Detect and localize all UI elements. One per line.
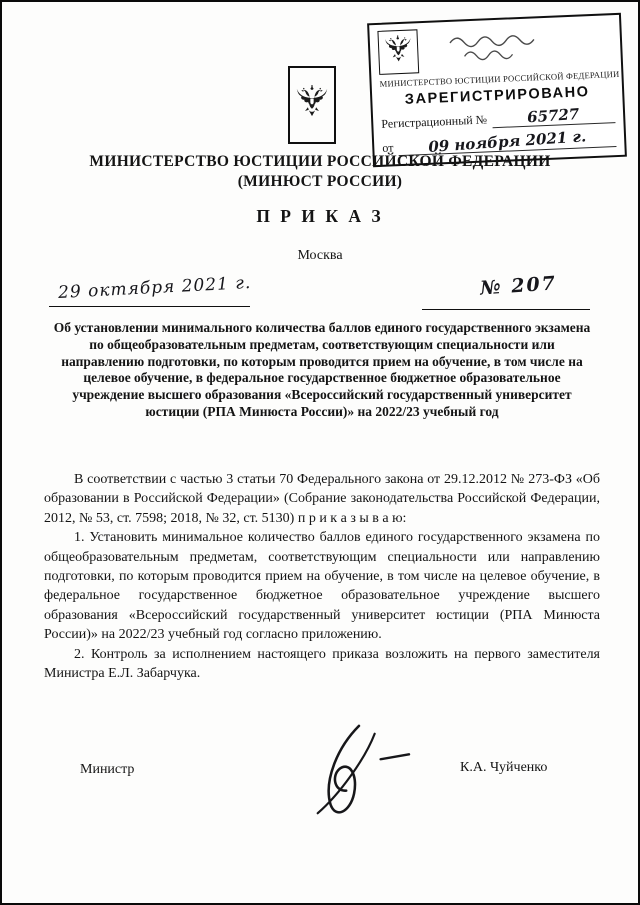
document-issuer-heading bbox=[2, 152, 638, 191]
stamp-header-row bbox=[377, 21, 613, 75]
handwritten-issue-date: 29 октября 2021 г. bbox=[57, 272, 252, 304]
issuer-line1: МИНИСТЕРСТВО ЮСТИЦИИ РОССИЙСКОЙ ФЕДЕРАЦИИ bbox=[89, 153, 551, 170]
issuer-line2: (МИНЮСТ РОССИИ) bbox=[237, 172, 403, 190]
order-title: Об установлении минимального количества баллов единого государственного экзамена по общеобразовательным предметам, соответствующим специальности или направлению подготовки, по которым проводится прием на обучение, в том числе на целевое обучение, в федеральное государственное бюджетное образовательное учреждение высшего образования «Всероссийский государственный университет юстиции (РПА Минюста России)» на 2022/23 учебный год bbox=[53, 320, 591, 419]
coat-of-arms-icon bbox=[382, 33, 415, 70]
registration-date-value: 09 ноября 2021 г. bbox=[427, 127, 587, 156]
coat-of-arms-frame bbox=[288, 66, 336, 144]
signer-position: Министр bbox=[80, 762, 135, 777]
document-type-heading: П Р И К А З bbox=[256, 206, 384, 226]
minister-signature-icon bbox=[298, 718, 416, 826]
stamp-ministry-line: МИНИСТЕРСТВО ЮСТИЦИИ РОССИЙСКОЙ ФЕДЕРАЦИИ bbox=[379, 68, 620, 89]
stamp-emblem-frame bbox=[377, 29, 419, 75]
stamp-registered-label: ЗАРЕГИСТРИРОВАНО bbox=[404, 84, 590, 108]
body-paragraph-3: 2. Контроль за исполнением настоящего приказа возложить на первого заместителя Министра Е.Л. Забарчука. bbox=[44, 646, 600, 682]
number-underline bbox=[422, 309, 590, 310]
body-paragraph-1: В соответствии с частью 3 статьи 70 Федерального закона от 29.12.2012 № 273-ФЗ «Об образовании в Российской Федерации» (Собрание законодательства Российской Федерации, 2012, № 53, ст. 7598; 2018, № 32, ст. 5130) п р и к а з ы в а ю: bbox=[44, 472, 600, 526]
date-underline bbox=[49, 306, 250, 307]
body-paragraph-2: 1. Установить минимальное количество баллов единого государственного экзамена по общеобразовательным предметам, соответствующим специальности или направлению подготовки, по которым проводится прием на обучение, в том числе на целевое обучение, в федеральное государственное бюджетное образовательное учреждение высшего образования «Всероссийский государственный университет юстиции (РПА Минюста России)» на 2022/23 учебный год согласно приложению. bbox=[44, 530, 600, 643]
issue-city: Москва bbox=[297, 248, 343, 263]
registration-date-label: от bbox=[382, 140, 394, 155]
signer-name: К.А. Чуйченко bbox=[460, 760, 548, 775]
registration-number-fill-line bbox=[492, 104, 616, 128]
registration-number-label: Регистрационный № bbox=[381, 112, 488, 131]
handwritten-order-number: № 207 bbox=[479, 272, 558, 300]
order-body bbox=[44, 470, 600, 683]
coat-of-arms-icon bbox=[293, 71, 331, 139]
stamp-handwriting-scribble-icon bbox=[426, 24, 613, 68]
registration-number-value: 65727 bbox=[526, 104, 581, 127]
registration-stamp bbox=[367, 13, 627, 168]
